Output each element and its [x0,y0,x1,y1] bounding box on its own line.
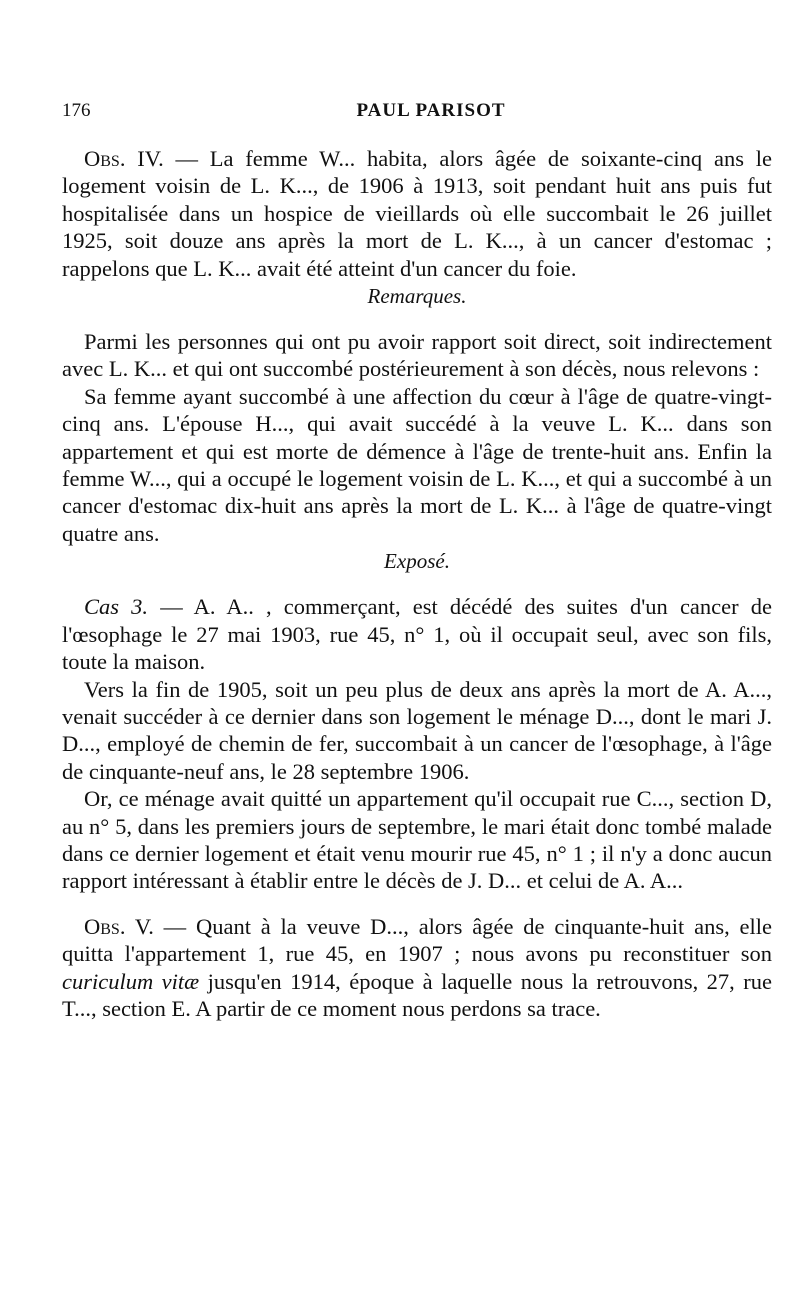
observation-4-paragraph [62,145,772,282]
observation-4-label: Obs. IV. [84,146,164,171]
observation-5-text-after: jusqu'en 1914, époque à laquelle nous la retrouvons, 27, rue T..., section E. A partir de ce moment nous perdons sa trace. [62,968,772,1021]
running-title: PAUL PARISOT [356,100,506,121]
observation-5-label: Obs. V. [84,913,154,939]
observation-5-text-before: — Quant à la veuve D..., alors âgée de cinquante-huit ans, elle quitta l'appartement 1, rue 45, en 1907 ; nous avons pu reconstituer son [62,913,772,967]
page-header [62,100,760,130]
case-3-paragraph [62,593,772,675]
expose-paragraph-3: Or, ce ménage avait quitté un appartement qu'il occupait rue C..., section D, au n° 5, dans les premiers jours de septembre, le mari était donc tombé malade dans ce dernier logement et était venu mourir rue 45, n° 1 ; il n'y a donc aucun rapport intéressant à établir entre le décès de J. D... et celui de A. A... [62,786,772,894]
expose-heading: Exposé. [384,549,450,574]
remarques-paragraph-1: Parmi les personnes qui ont pu avoir rapport soit direct, soit indirectement avec L. K... et qui ont succombé postérieurement à son décès, nous relevons : [62,329,772,382]
body-text [62,145,772,1022]
case-3-label: Cas 3. [84,594,149,620]
observation-5-latin-phrase: curiculum vitæ [62,968,200,994]
page-number: 176 [62,100,91,121]
case-3-text: — A. A.. , commerçant, est décédé des suites d'un cancer de l'œsophage le 27 mai 1903, rue 45, n° 1, où il occupait seul, avec son fils, toute la maison. [62,594,773,675]
expose-paragraph-2: Vers la fin de 1905, soit un peu plus de deux ans après la mort de A. A..., venait succéder à ce dernier dans son logement le ménage D..., dont le mari J. D..., employé de chemin de fer, succombait à un cancer de l'œsophage, à l'âge de cinquante-neuf ans, le 28 septembre 1906. [62,676,772,784]
remarques-paragraph-2: Sa femme ayant succombé à une affection du cœur à l'âge de quatre-vingt-cinq ans. L'épouse H..., qui avait succédé à la veuve L. K... dans son appartement et qui est morte de démence à l'âge de trente-huit ans. Enfin la femme W..., qui a occupé le logement voisin de L. K..., et qui a succombé à un cancer d'estomac dix-huit ans après la mort de L. K... à l'âge de quatre-vingt quatre ans. [62,383,772,546]
observation-4-text: — La femme W... habita, alors âgée de soixante-cinq ans le logement voisin de L. K..., de 1906 à 1913, soit pendant huit ans puis fut hospitalisée dans un hospice de vieillards où elle succombait le 26 juillet 1925, soit douze ans après la mort de L. K..., à un cancer d'estomac ; rappelons que L. K... avait été atteint d'un cancer du foie. [62,146,772,281]
observation-5-paragraph [62,913,772,1023]
remarques-heading: Remarques. [367,284,467,309]
